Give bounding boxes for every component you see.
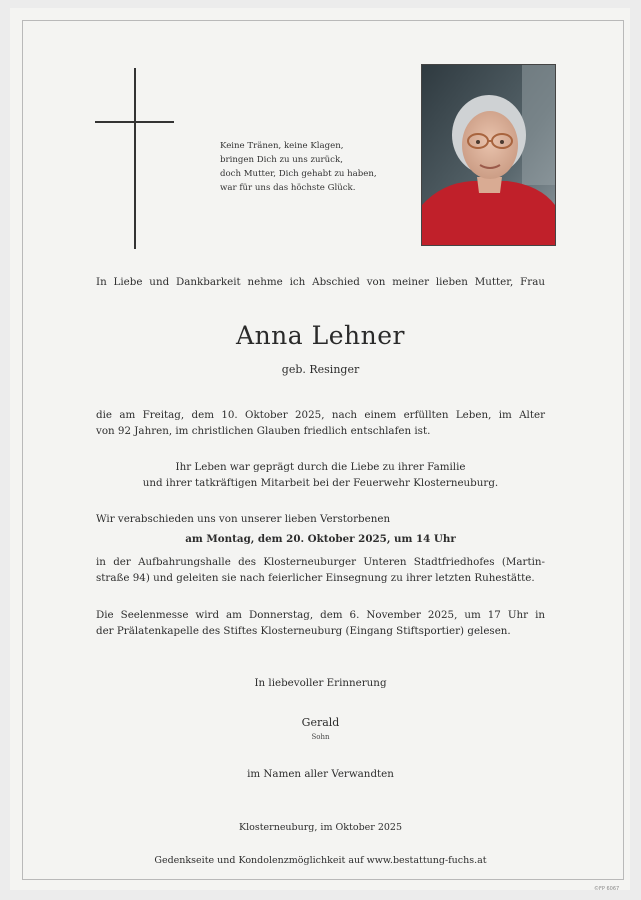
- death-line-2: von 92 Jahren, im christlichen Glauben friedlich entschlafen ist.: [96, 425, 431, 437]
- print-code: ©FP 6067: [594, 886, 620, 892]
- farewell-intro: Wir verabschieden uns von unserer lieben Verstorbenen: [96, 513, 391, 525]
- portrait-photo: [421, 64, 556, 246]
- poem-line: bringen Dich zu uns zurück,: [220, 155, 343, 165]
- location-line-2: straße 94) und geleiten sie nach feierlicher Einsegnung zu ihrer letzten Ruhestätte.: [96, 572, 535, 584]
- deceased-name: Anna Lehner: [236, 321, 405, 350]
- relatives-line: im Namen aller Verwandten: [247, 768, 394, 780]
- location-line-1: in der Aufbahrungshalle des Klosterneuburger Unteren Stadtfriedhofes (Martin-: [96, 556, 545, 568]
- life-line-1: Ihr Leben war geprägt durch die Liebe zu ihrer Familie: [175, 461, 466, 473]
- funeral-date-text: am Montag, dem 20. Oktober 2025, um 14 Uhr: [185, 533, 456, 545]
- funeral-date: [0, 532, 641, 547]
- poem-line: war für uns das höchste Glück.: [220, 183, 356, 193]
- footer-website: Gedenkseite und Kondolenzmöglichkeit auf www.bestattung-fuchs.at: [154, 855, 487, 866]
- cross-icon: [134, 68, 136, 249]
- mourner-relation: Sohn: [311, 733, 330, 741]
- maiden-name: geb. Resinger: [281, 363, 360, 376]
- life-line-2: und ihrer tatkräftigen Mitarbeit bei der Feuerwehr Klosterneuburg.: [142, 477, 499, 489]
- mass-line-2: der Prälatenkapelle des Stiftes Klosterneuburg (Eingang Stiftsportier) gelesen.: [96, 625, 511, 637]
- poem-line: Keine Tränen, keine Klagen,: [220, 141, 344, 151]
- mass-line-1: Die Seelenmesse wird am Donnerstag, dem 6. November 2025, um 17 Uhr in: [96, 609, 545, 621]
- remembrance: In liebevoller Erinnerung: [254, 677, 387, 689]
- place-date: Klosterneuburg, im Oktober 2025: [238, 822, 403, 833]
- cross-icon-bar: [95, 121, 174, 123]
- poem: [220, 139, 410, 195]
- intro-text: In Liebe und Dankbarkeit nehme ich Abschied von meiner lieben Mutter, Frau: [96, 276, 545, 288]
- mourner-name: Gerald: [301, 716, 340, 729]
- poem-line: doch Mutter, Dich gehabt zu haben,: [220, 169, 377, 179]
- death-line-1: die am Freitag, dem 10. Oktober 2025, nach einem erfüllten Leben, im Alter: [96, 409, 545, 421]
